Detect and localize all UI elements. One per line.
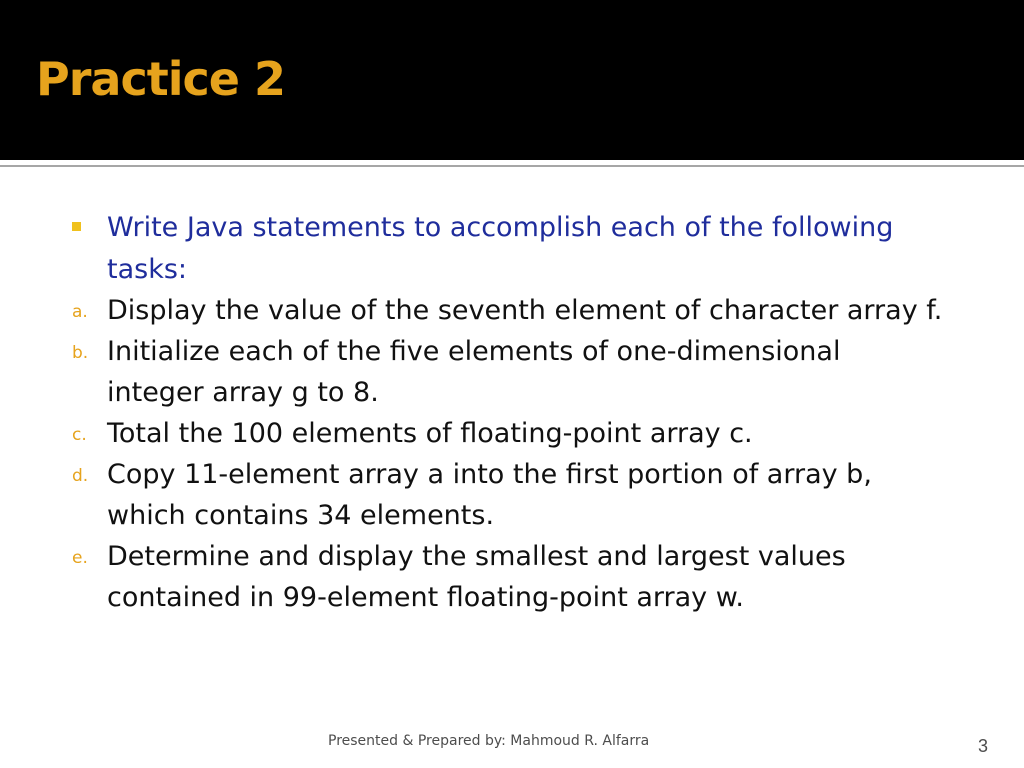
item-b-line-1: Initialize each of the five elements of one-dimensional (107, 336, 841, 367)
intro-line-2: tasks: (107, 254, 187, 285)
item-a-line-1: Display the value of the seventh element of character array f. (107, 295, 943, 326)
item-d-line-2: which contains 34 elements. (107, 500, 495, 531)
slide-title: Practice 2 (36, 52, 285, 106)
item-marker-a: a. (72, 302, 88, 322)
square-bullet-icon (72, 222, 81, 231)
item-marker-e: e. (72, 548, 88, 568)
slide-footer: Presented & Prepared by: Mahmoud R. Alfarra (328, 733, 650, 749)
item-marker-c: c. (72, 425, 87, 445)
item-e-line-2: contained in 99-element floating-point array w. (107, 582, 744, 613)
item-d-line-1: Copy 11-element array a into the first portion of array b, (107, 459, 872, 490)
item-marker-b: b. (72, 343, 89, 363)
item-e-line-1: Determine and display the smallest and largest values (107, 541, 846, 572)
page-number: 3 (978, 736, 989, 756)
intro-line-1: Write Java statements to accomplish each of the following (107, 212, 894, 243)
item-c-line-1: Total the 100 elements of floating-point array c. (107, 418, 753, 449)
item-b-line-2: integer array g to 8. (107, 377, 379, 408)
item-marker-d: d. (72, 466, 89, 486)
